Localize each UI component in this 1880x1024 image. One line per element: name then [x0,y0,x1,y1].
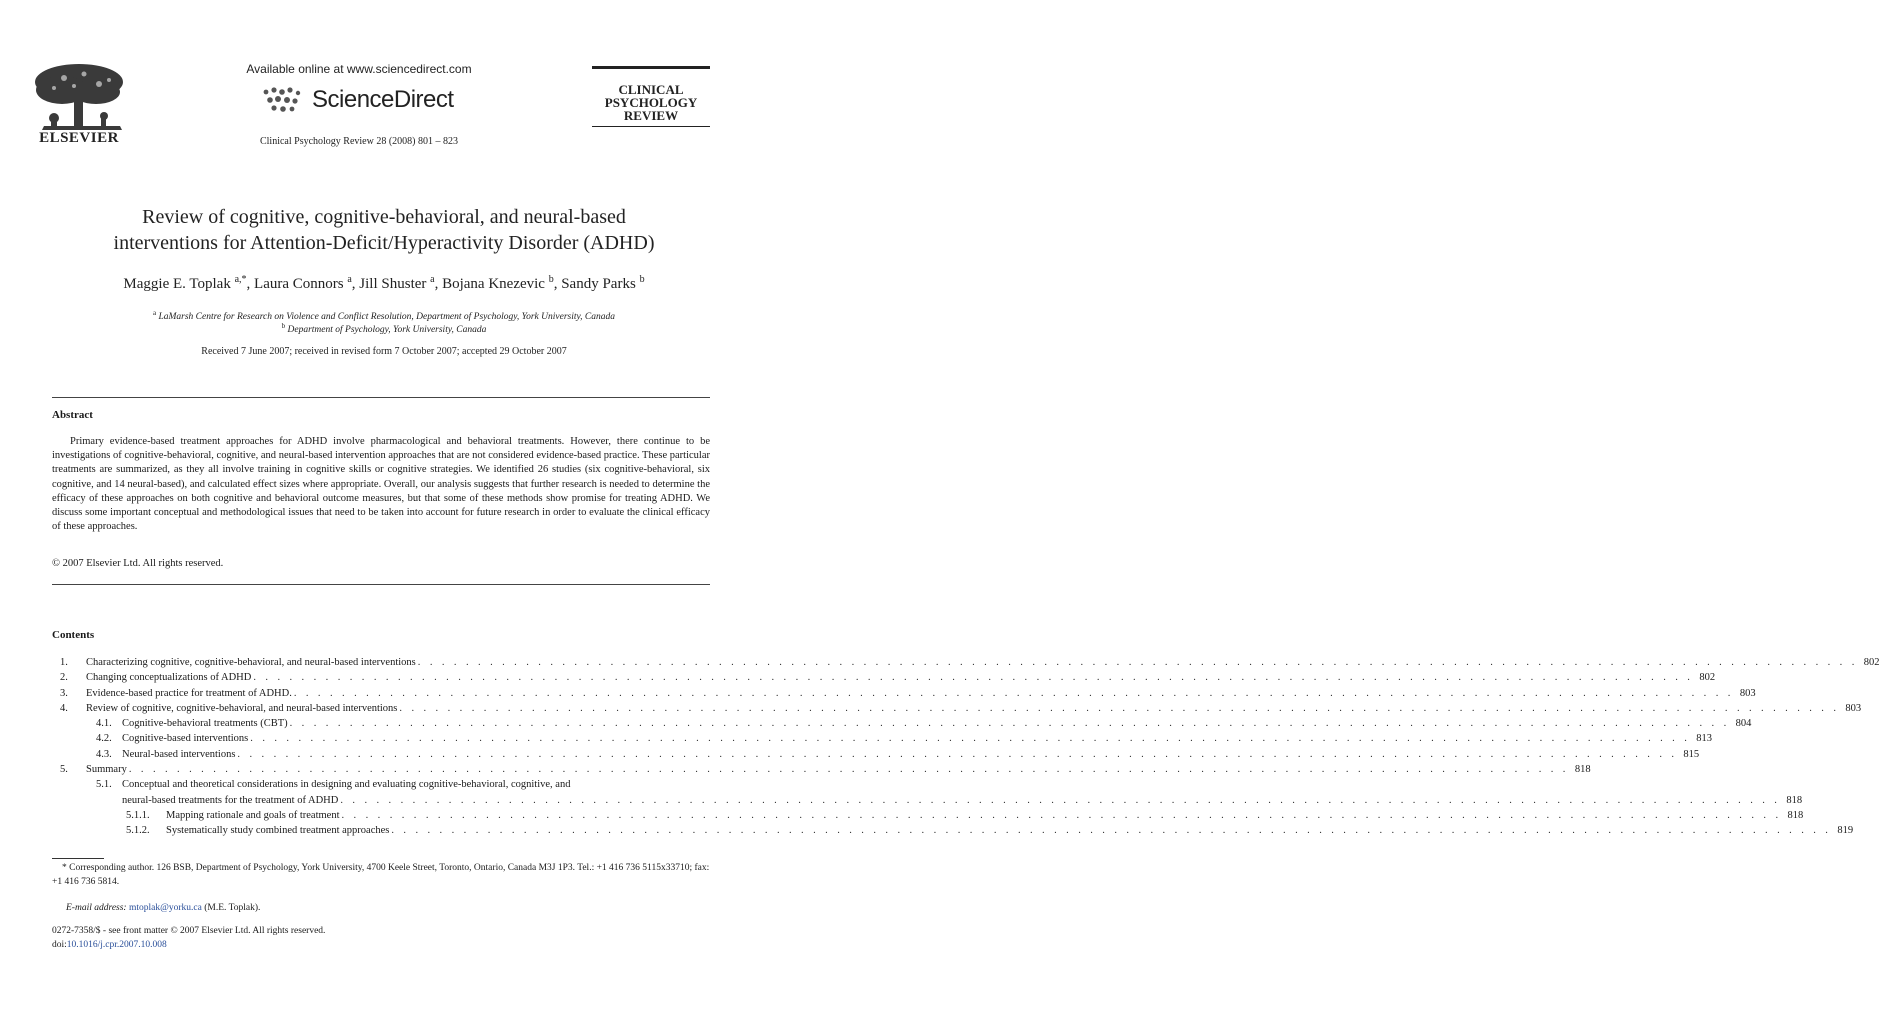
toc-leader-dots: . . . . . . . . . . . . . . . . . . . . . . . . . . . . . . . . . . . . . . . . . . . . . . . . . . . . . . . . . . . . . . . . . . . . . . . . . . . . . . . . . . . . . . . . . . . . . . . . . . . . . . . . . . . . . . . . . . . . . . . . [341,809,1782,821]
toc-page-number: 818 [1786,794,1803,806]
abstract-heading: Abstract [52,409,93,421]
author-name[interactable]: Laura Connors [254,276,344,292]
affiliation-b: $^b$ Department of Psychology, York University, Canada [281,322,487,336]
author-name[interactable]: Jill Shuster [359,276,427,292]
toc-entry[interactable] [52,779,710,794]
doi-line [52,940,167,950]
toc-page-number: 802 [1863,657,1880,668]
toc-number: 4.3. [96,748,112,760]
author-affiliation-mark[interactable]: b [548,274,554,285]
doi-label: doi: [52,940,67,950]
toc-number: 5.1.1. [126,809,150,821]
toc-number: 4. [60,702,68,714]
abstract-body: Primary evidence-based treatment approaches for ADHD involve pharmacological and behavioral treatments. However, there continue to be investigations of cognitive-behavioral, cognitive, and neural-based intervention approaches that are not considered evidence-based practice. These particular treatments are summarized, as they all involve training in cognitive skills or cognitive strategies. We identified 26 studies (six cognitive-behavioral, six cognitive, and 14 neural-based), and calculated effect sizes where appropriate. Overall, our analysis suggests that further research is needed to determine the efficacy of these approaches on both cognitive and behavioral outcome measures, but that some of these methods show promise for treating ADHD. We discuss some important conceptual and methodological issues that need to be taken into account for future research in order to evaluate the clinical efficacy of these approaches. [52,436,710,533]
journal-logo-rule [592,66,710,69]
journal-citation: Clinical Psychology Review 28 (2008) 801 – 823 [259,136,459,147]
contents-heading: Contents [52,629,95,641]
toc-page-number: 819 [1837,825,1854,837]
toc-title: Evidence-based practice for treatment of ADHD. [86,687,292,699]
author-affiliation-mark[interactable]: b [639,274,645,285]
journal-logo-rule [592,126,710,127]
toc-page-number: 818 [1574,764,1591,776]
toc-number: 4.2. [96,733,112,745]
toc-title: Changing conceptualizations of ADHD [86,672,252,684]
email-suffix: (M.E. Toplak). [201,903,261,913]
toc-number: 1. [60,657,68,668]
author-affiliation-mark[interactable]: a [347,274,352,285]
abstract-copyright: © 2007 Elsevier Ltd. All rights reserved. [52,558,224,569]
toc-title: Mapping rationale and goals of treatment [166,809,340,821]
toc-leader-dots: . . . . . . . . . . . . . . . . . . . . . . . . . . . . . . . . . . . . . . . . . . . . . . . . . . . . . . . . . . . . . . . . . . . . . . . . . . . . . . . . . . . . . . . . . . . . . . . . . . . . . . . . . . . . . . . . . . . . . . . . [391,825,1832,837]
author-name[interactable]: Bojana Knezevic [442,276,545,292]
toc-leader-dots: . . . . . . . . . . . . . . . . . . . . . . . . . . . . . . . . . . . . . . . . . . . . . . . . . . . . . . . . . . . . . . . . . . . . . . . . . . . . . . . . . . . . . . . . . . . . . . . . . . . . . . . . . . . . . . . . . . . . . . . . [237,748,1678,760]
toc-entry[interactable] [52,748,1700,764]
toc-leader-dots: . . . . . . . . . . . . . . . . . . . . . . . . . . . . . . . . . . . . . . . . . . . . . . . . . . . . . . . . . . . . . . . . . . . . . . . . . . . . . . . . . . . . . . . . . . . . . . . . . . . . . . . . . . . . . . . . . . . . . . . . [253,672,1694,684]
toc-title: Neural-based interventions [122,748,236,760]
author-list: Maggie E. Toplak $^{a,*}$, Laura Connors $^a$, Jill Shuster $^a$, Bojana Knezevic $^b$, Sandy Parks $^b$ [123,274,645,292]
toc-number: 5.1. [96,779,112,791]
affiliation-a: $^a$ LaMarsh Centre for Research on Violence and Conflict Resolution, Department of Psychology, York University, Canada [152,309,616,323]
toc-number: 2. [60,672,68,684]
toc-leader-dots: . . . . . . . . . . . . . . . . . . . . . . . . . . . . . . . . . . . . . . . . . . . . . . . . . . . . . . . . . . . . . . . . . . . . . . . . . . . . . . . . . . . . . . . . . . . . . . . . . . . . . . . . . . . . . . . . . . . . . . . . [289,718,1730,730]
sciencedirect-dots-icon [262,84,306,116]
toc-title: Systematically study combined treatment approaches [166,825,390,837]
toc-number: 5.1.2. [126,825,150,837]
journal-logo [592,66,710,129]
article-title [40,204,728,256]
sciencedirect-wordmark: ScienceDirect [312,86,454,113]
toc-page-number: 813 [1696,733,1713,745]
toc-page-number: 803 [1845,702,1862,714]
publisher-name: ELSEVIER [39,130,119,146]
toc-title: Characterizing cognitive, cognitive-behavioral, and neural-based interventions [86,657,416,668]
toc-title: Summary [86,764,127,776]
doi-link[interactable]: 10.1016/j.cpr.2007.10.008 [66,940,167,950]
toc-leader-dots: . . . . . . . . . . . . . . . . . . . . . . . . . . . . . . . . . . . . . . . . . . . . . . . . . . . . . . . . . . . . . . . . . . . . . . . . . . . . . . . . . . . . . . . . . . . . . . . . . . . . . . . . . . . . . . . . . . . . . . . . [417,657,1858,668]
toc-title: neural-based treatments for the treatment of ADHD [122,794,339,806]
toc-title: Cognitive-based interventions [122,733,249,745]
toc-leader-dots: . . . . . . . . . . . . . . . . . . . . . . . . . . . . . . . . . . . . . . . . . . . . . . . . . . . . . . . . . . . . . . . . . . . . . . . . . . . . . . . . . . . . . . . . . . . . . . . . . . . . . . . . . . . . . . . . . . . . . . . . [250,733,1691,745]
toc-leader-dots: . . . . . . . . . . . . . . . . . . . . . . . . . . . . . . . . . . . . . . . . . . . . . . . . . . . . . . . . . . . . . . . . . . . . . . . . . . . . . . . . . . . . . . . . . . . . . . . . . . . . . . . . . . . . . . . . . . . . . . . . [399,702,1840,714]
toc-entry[interactable] [52,687,1756,703]
toc-entry[interactable] [52,764,1591,779]
toc-page-number: 815 [1683,748,1700,760]
title-line: Review of cognitive, cognitive-behavioral, and neural-based [142,206,626,228]
toc-number: 3. [60,687,68,699]
author-name[interactable]: Maggie E. Toplak [123,276,231,292]
issn-line: 0272-7358/$ - see front matter © 2007 Elsevier Ltd. All rights reserved. [52,926,326,936]
author-name[interactable]: Sandy Parks [561,276,636,292]
author-affiliation-mark[interactable]: a,* [234,274,247,285]
email-label: E-mail address: [66,903,127,913]
journal-logo-line: PSYCHOLOGY [604,95,698,110]
toc-entry[interactable] [52,657,1880,672]
toc-page-number: 803 [1739,687,1756,699]
table-of-contents [52,657,1880,841]
toc-entry[interactable] [52,672,1716,687]
title-line: interventions for Attention-Deficit/Hyperactivity Disorder (ADHD) [113,232,655,254]
toc-leader-dots: . . . . . . . . . . . . . . . . . . . . . . . . . . . . . . . . . . . . . . . . . . . . . . . . . . . . . . . . . . . . . . . . . . . . . . . . . . . . . . . . . . . . . . . . . . . . . . . . . . . . . . . . . . . . . . . . . . . . . . . . [128,764,1569,776]
toc-number: 5. [60,764,68,776]
footnote-rule [52,858,104,859]
toc-entry[interactable] [52,825,1854,840]
journal-logo-line: CLINICAL [618,82,684,97]
journal-logo-line: REVIEW [623,108,679,123]
toc-title: Review of cognitive, cognitive-behavioral, and neural-based interventions [86,702,398,714]
divider [52,397,710,398]
toc-entry[interactable] [52,702,1862,718]
divider [52,584,710,585]
toc-number: 4.1. [96,718,112,730]
toc-leader-dots: . . . . . . . . . . . . . . . . . . . . . . . . . . . . . . . . . . . . . . . . . . . . . . . . . . . . . . . . . . . . . . . . . . . . . . . . . . . . . . . . . . . . . . . . . . . . . . . . . . . . . . . . . . . . . . . . . . . . . . . . [340,794,1781,806]
toc-leader-dots: . . . . . . . . . . . . . . . . . . . . . . . . . . . . . . . . . . . . . . . . . . . . . . . . . . . . . . . . . . . . . . . . . . . . . . . . . . . . . . . . . . . . . . . . . . . . . . . . . . . . . . . . . . . . . . . . . . . . . . . . [293,687,1734,699]
email-link[interactable]: mtoplak@yorku.ca [128,903,202,913]
author-affiliation-mark[interactable]: a [430,274,435,285]
toc-title: Cognitive-behavioral treatments (CBT) [122,718,288,730]
toc-entry[interactable] [52,794,1803,810]
toc-entry[interactable] [52,809,1804,825]
toc-entry[interactable] [52,733,1713,748]
available-online-link[interactable]: Available online at www.sciencedirect.com [246,62,472,76]
sciencedirect-logo[interactable] [262,82,454,118]
toc-entry[interactable] [52,718,1752,733]
toc-page-number: 818 [1787,809,1804,821]
toc-page-number: 804 [1735,718,1752,730]
toc-title: Conceptual and theoretical considerations in designing and evaluating cognitive-behavioral, cognitive, and [122,779,571,791]
toc-page-number: 802 [1699,672,1716,684]
email-line [66,903,260,913]
received-dates: Received 7 June 2007; received in revised form 7 October 2007; accepted 29 October 2007 [201,346,567,357]
corresponding-author-note: * Corresponding author. 126 BSB, Department of Psychology, York University, 4700 Keele Street, Toronto, Ontario, Canada M3J 1P3. Tel.: +1 416 736 5115x33710; fax: +1 416 736 5814. [52,863,710,887]
